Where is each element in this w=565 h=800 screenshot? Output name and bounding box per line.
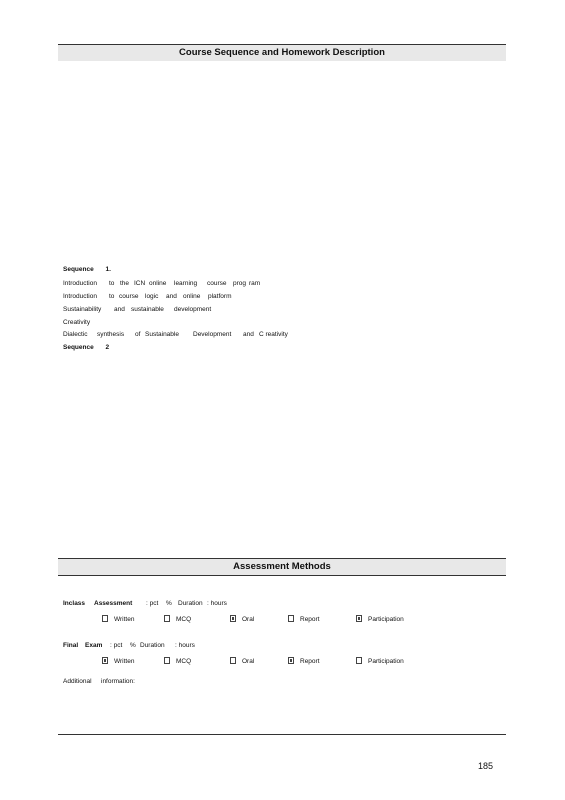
option-label: Oral	[242, 616, 255, 623]
word: Sustainability	[63, 306, 102, 313]
word: to	[109, 293, 115, 300]
word: Sustainable	[145, 331, 179, 338]
sequence-number: 1.	[105, 266, 111, 273]
checkbox-checked-icon	[102, 657, 108, 664]
section-header-assessment-methods: Assessment Methods	[58, 558, 506, 576]
final-participation-checkbox[interactable]	[356, 657, 404, 666]
word: development	[174, 306, 212, 313]
page-number: 185	[478, 761, 494, 771]
pct-label: : pct	[146, 600, 159, 607]
inclass-report-checkbox[interactable]	[288, 615, 320, 624]
sequence-line-2	[63, 293, 231, 301]
checkbox-icon	[164, 615, 170, 622]
inclass-oral-checkbox[interactable]	[230, 615, 254, 624]
sequence-2-heading	[63, 344, 109, 352]
checkbox-icon	[102, 615, 108, 622]
word: sustainable	[131, 306, 164, 313]
option-label: Written	[114, 658, 135, 665]
word: Dialectic	[63, 331, 88, 338]
word: Creativity	[63, 319, 91, 326]
word: and	[166, 293, 177, 300]
option-label: Participation	[368, 658, 404, 665]
word: course	[207, 280, 227, 287]
percent-label: %	[166, 600, 172, 607]
word: online	[183, 293, 201, 300]
section-header-course-sequence: Course Sequence and Homework Description	[58, 44, 506, 61]
hours-label: : hours	[175, 642, 195, 649]
duration-label: Duration	[178, 600, 203, 607]
label: Exam	[85, 642, 103, 649]
sequence-1-heading	[63, 266, 111, 274]
sequence-line-5	[63, 331, 288, 339]
final-report-checkbox[interactable]	[288, 657, 320, 666]
percent-label: %	[130, 642, 136, 649]
sequence-line-1	[63, 280, 260, 288]
word: Introduction	[63, 280, 97, 287]
checkbox-icon	[288, 615, 294, 622]
label: Assessment	[94, 600, 133, 607]
sequence-line-4	[63, 319, 90, 327]
final-mcq-checkbox[interactable]	[164, 657, 191, 666]
inclass-assessment-row	[63, 600, 227, 608]
sequence-label: Sequence	[63, 266, 94, 273]
checkbox-checked-icon	[356, 615, 362, 622]
sequence-number: 2	[105, 344, 110, 351]
word: course	[119, 293, 139, 300]
word: ram	[249, 280, 261, 287]
checkbox-checked-icon	[288, 657, 294, 664]
pct-label: : pct	[110, 642, 123, 649]
label: Final	[63, 642, 79, 649]
word: learning	[174, 280, 198, 287]
inclass-written-checkbox[interactable]	[102, 615, 134, 624]
sequence-label: Sequence	[63, 344, 94, 351]
word: synthesis	[97, 331, 125, 338]
duration-label: Duration	[140, 642, 165, 649]
inclass-participation-checkbox[interactable]	[356, 615, 404, 624]
inclass-mcq-checkbox[interactable]	[164, 615, 191, 624]
label: Inclass	[63, 600, 86, 607]
option-label: MCQ	[176, 658, 192, 665]
checkbox-icon	[356, 657, 362, 664]
final-written-checkbox[interactable]	[102, 657, 134, 666]
word: ICN	[134, 280, 146, 287]
checkbox-icon	[230, 657, 236, 664]
word: platform	[208, 293, 232, 300]
word: online	[149, 280, 167, 287]
footer-divider	[58, 734, 506, 735]
word: Additional	[63, 678, 92, 685]
option-label: Report	[300, 658, 320, 665]
word: the	[120, 280, 130, 287]
word: Development	[193, 331, 232, 338]
word: of	[135, 331, 141, 338]
word: and	[243, 331, 254, 338]
option-label: Report	[300, 616, 320, 623]
option-label: Participation	[368, 616, 404, 623]
option-label: MCQ	[176, 616, 192, 623]
word: prog	[233, 280, 247, 287]
word: Introduction	[63, 293, 97, 300]
option-label: Written	[114, 616, 135, 623]
final-oral-checkbox[interactable]	[230, 657, 254, 666]
word: logic	[145, 293, 159, 300]
option-label: Oral	[242, 658, 255, 665]
word: C reativity	[259, 331, 288, 338]
word: to	[109, 280, 115, 287]
sequence-line-3	[63, 306, 211, 314]
word: information:	[101, 678, 135, 685]
checkbox-icon	[164, 657, 170, 664]
word: and	[114, 306, 125, 313]
checkbox-checked-icon	[230, 615, 236, 622]
additional-information-row	[63, 678, 135, 686]
hours-label: : hours	[207, 600, 227, 607]
final-exam-row	[63, 642, 195, 650]
